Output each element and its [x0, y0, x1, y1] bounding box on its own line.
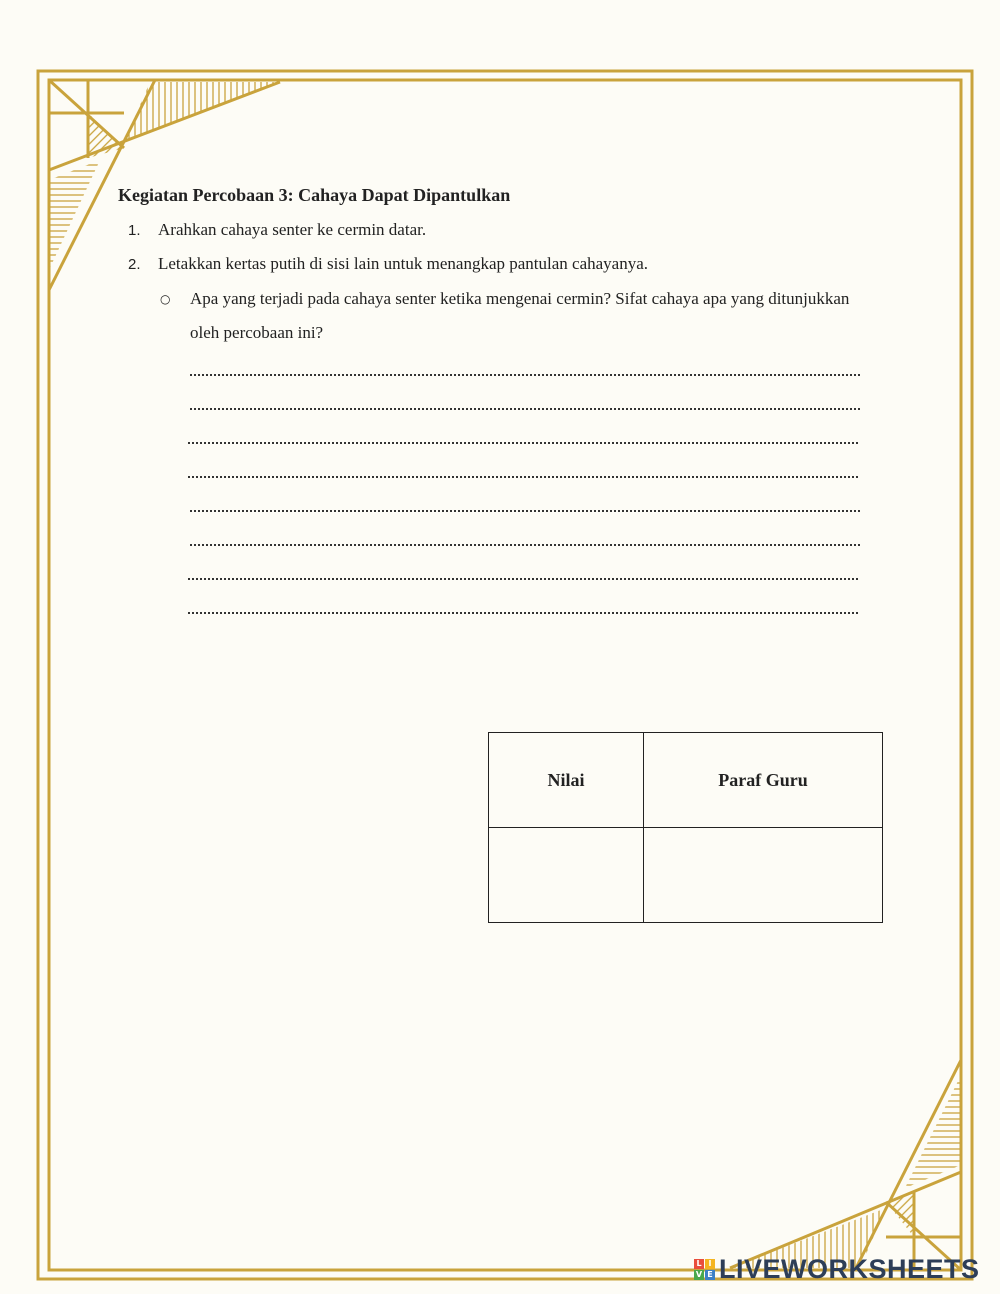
step-number: 2.: [128, 256, 141, 273]
grade-header-nilai: Nilai: [489, 733, 644, 828]
grade-table-value-row: [489, 828, 883, 923]
answer-line-2[interactable]: [190, 384, 860, 410]
answer-line-8[interactable]: [188, 588, 858, 614]
step-item-2: [128, 254, 648, 274]
step-text: Letakkan kertas putih di sisi lain untuk menangkap pantulan cahayanya.: [158, 254, 649, 273]
answer-line-4[interactable]: [188, 452, 858, 478]
grade-value-paraf-guru: [644, 828, 883, 923]
activity-heading: Kegiatan Percobaan 3: Cahaya Dapat Dipantulkan: [118, 185, 511, 205]
answer-line-3[interactable]: [188, 418, 858, 444]
grade-table: [488, 732, 883, 923]
grade-header-paraf-guru: Paraf Guru: [644, 733, 883, 828]
answer-line-7[interactable]: [188, 554, 858, 580]
logo-tile-i: I: [705, 1259, 715, 1269]
step-item-1: [128, 220, 426, 240]
liveworksheets-logo-icon: [694, 1259, 715, 1280]
step-text: Arahkan cahaya senter ke cermin datar.: [158, 220, 427, 239]
answer-line-1[interactable]: [190, 350, 860, 376]
step-number: 1.: [128, 222, 141, 239]
grade-value-nilai: [489, 828, 644, 923]
logo-tile-l: L: [694, 1259, 704, 1269]
liveworksheets-logo-text: LIVEWORKSHEETS: [719, 1253, 980, 1284]
answer-line-5[interactable]: [190, 486, 860, 512]
logo-tile-v: V: [695, 1269, 703, 1279]
question-text: Apa yang terjadi pada cahaya senter ketika mengenai cermin? Sifat cahaya apa yang ditunjukkan oleh percobaan ini?: [190, 289, 850, 342]
answer-line-6[interactable]: [190, 520, 860, 546]
logo-tile-e: E: [705, 1270, 715, 1280]
hollow-bullet-icon: ○: [160, 292, 171, 306]
liveworksheets-logo: [694, 1252, 980, 1286]
grade-table-header-row: [489, 733, 883, 828]
